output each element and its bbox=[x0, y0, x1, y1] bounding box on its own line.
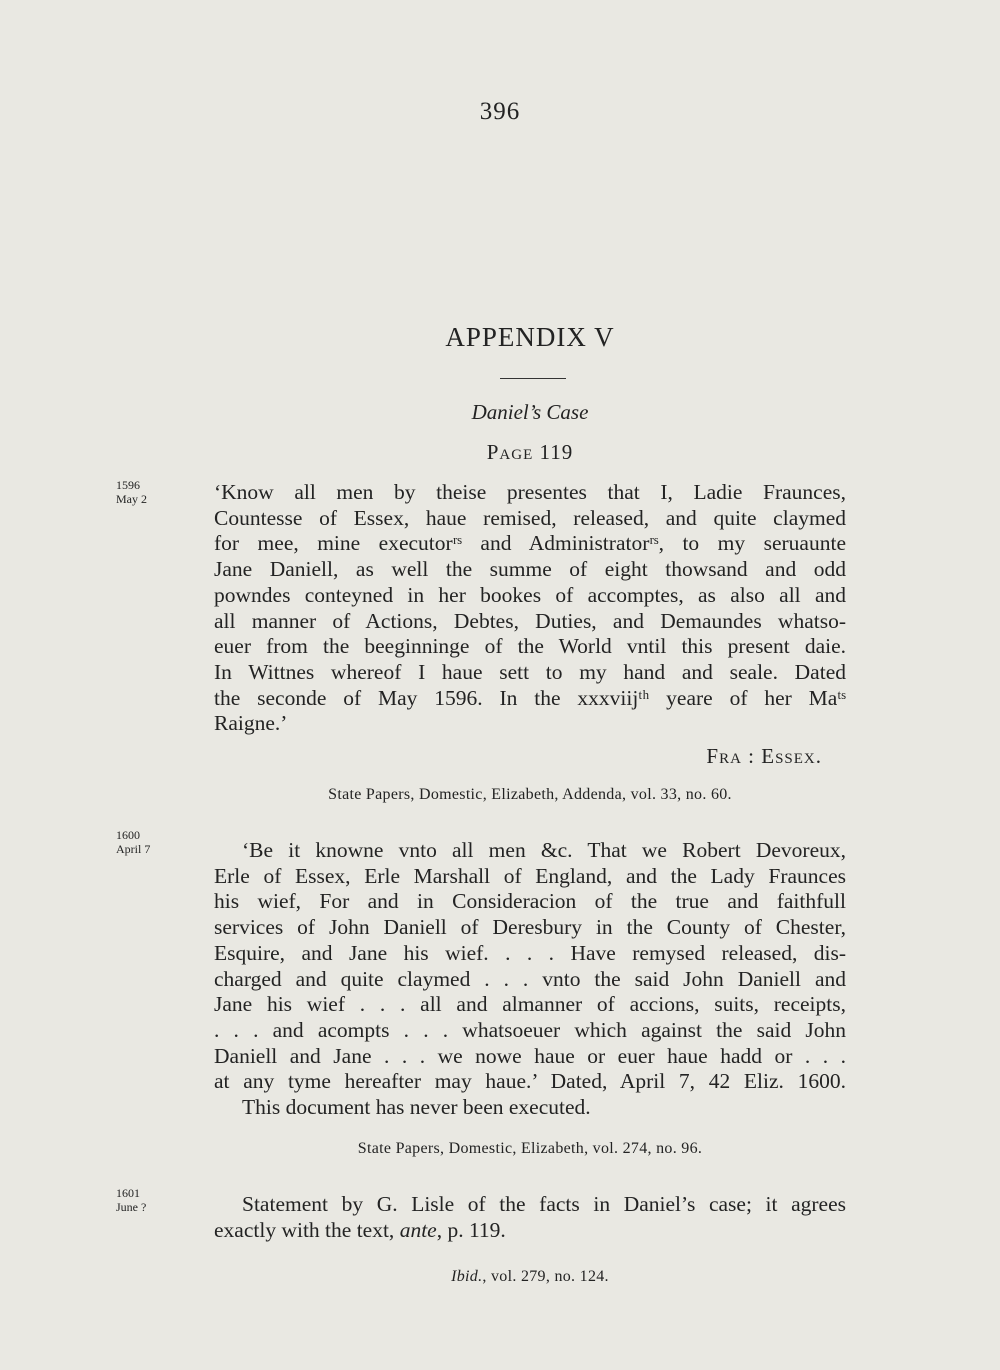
text-line: his wief, For and in Consideracion of the true and faithfull bbox=[214, 889, 846, 914]
text-line: Daniell and Jane . . . we nowe haue or euer haue hadd or . . . bbox=[214, 1043, 846, 1068]
text-line: Statement by G. Lisle of the facts in Daniel’s case; it agrees bbox=[242, 1192, 846, 1216]
text-line: Esquire, and Jane his wief. . . . Have remysed released, dis- bbox=[214, 940, 846, 965]
text-line: ‘Know all men by theise presentes that I, Ladie Fraunces, bbox=[214, 480, 846, 504]
heading-rule bbox=[500, 378, 566, 379]
margin-day: May 2 bbox=[116, 492, 147, 506]
margin-date-1600 bbox=[116, 828, 196, 856]
entry-1596-text bbox=[214, 480, 846, 737]
execution-note: This document has never been executed. bbox=[242, 1095, 591, 1120]
text-line: at any tyme hereafter may haue.’ Dated, April 7, 42 Eliz. 1600. bbox=[214, 1069, 846, 1094]
page-number: 396 bbox=[479, 98, 521, 125]
margin-year: 1601 bbox=[116, 1186, 140, 1200]
margin-year: 1596 bbox=[116, 478, 140, 492]
ibid-abbrev: Ibid. bbox=[451, 1268, 483, 1285]
text-line: . . . and acompts . . . whatsoeuer which against the said John bbox=[214, 1017, 846, 1042]
page-reference: Page 119 bbox=[486, 440, 574, 464]
text-segment: , p. 119. bbox=[436, 1217, 506, 1242]
text-line: all manner of Actions, Debtes, Duties, and Demaundes whatso- bbox=[214, 608, 846, 633]
signature: Fra : Essex. bbox=[706, 744, 822, 768]
text-segment: exactly with the text, bbox=[214, 1217, 400, 1242]
text-line: the seconde of May 1596. In the xxxviijᵗʰ yeare of her Maᵗˢ bbox=[214, 685, 846, 710]
entry-1601-text bbox=[214, 1192, 846, 1243]
source-citation-1601 bbox=[214, 1268, 846, 1286]
margin-date-1601 bbox=[116, 1186, 196, 1214]
text-line: services of John Daniell of Deresbury in the County of Chester, bbox=[214, 915, 846, 940]
text-line: Erle of Essex, Erle Marshall of England, and the Lady Fraunces bbox=[214, 863, 846, 888]
entry-1600-text bbox=[214, 838, 846, 1121]
text-line: for mee, mine executorʳˢ and Administratorʳˢ, to my seruaunte bbox=[214, 531, 846, 556]
source-citation-1596: State Papers, Domestic, Elizabeth, Addenda, vol. 33, no. 60. bbox=[328, 786, 732, 803]
source-rest: , vol. 279, no. 124. bbox=[482, 1268, 609, 1285]
text-line: Jane Daniell, as well the summe of eight thowsand and odd bbox=[214, 557, 846, 582]
text-line bbox=[214, 1218, 846, 1244]
text-line: In Wittnes whereof I haue sett to my hand and seale. Dated bbox=[214, 659, 846, 684]
margin-year: 1600 bbox=[116, 828, 140, 842]
text-line: Jane his wief . . . all and almanner of accions, suits, receipts, bbox=[214, 992, 846, 1017]
source-citation-1600: State Papers, Domestic, Elizabeth, vol. 274, no. 96. bbox=[357, 1140, 703, 1157]
margin-day: June ? bbox=[116, 1200, 147, 1214]
text-line: euer from the beeginninge of the World vntil this present daie. bbox=[214, 634, 846, 659]
ante-reference: ante bbox=[399, 1217, 437, 1242]
text-line: Countesse of Essex, haue remised, released, and quite claymed bbox=[214, 505, 846, 530]
case-title: Daniel’s Case bbox=[471, 400, 589, 424]
margin-date-1596 bbox=[116, 478, 196, 506]
text-line: charged and quite claymed . . . vnto the said John Daniell and bbox=[214, 966, 846, 991]
appendix-heading: APPENDIX V bbox=[445, 322, 615, 352]
text-line: Raigne.’ bbox=[214, 711, 288, 736]
text-line: powndes conteyned in her bookes of accomptes, as also all and bbox=[214, 582, 846, 607]
text-line: ‘Be it knowne vnto all men &c. That we Robert Devoreux, bbox=[242, 838, 846, 862]
margin-day: April 7 bbox=[116, 842, 151, 856]
